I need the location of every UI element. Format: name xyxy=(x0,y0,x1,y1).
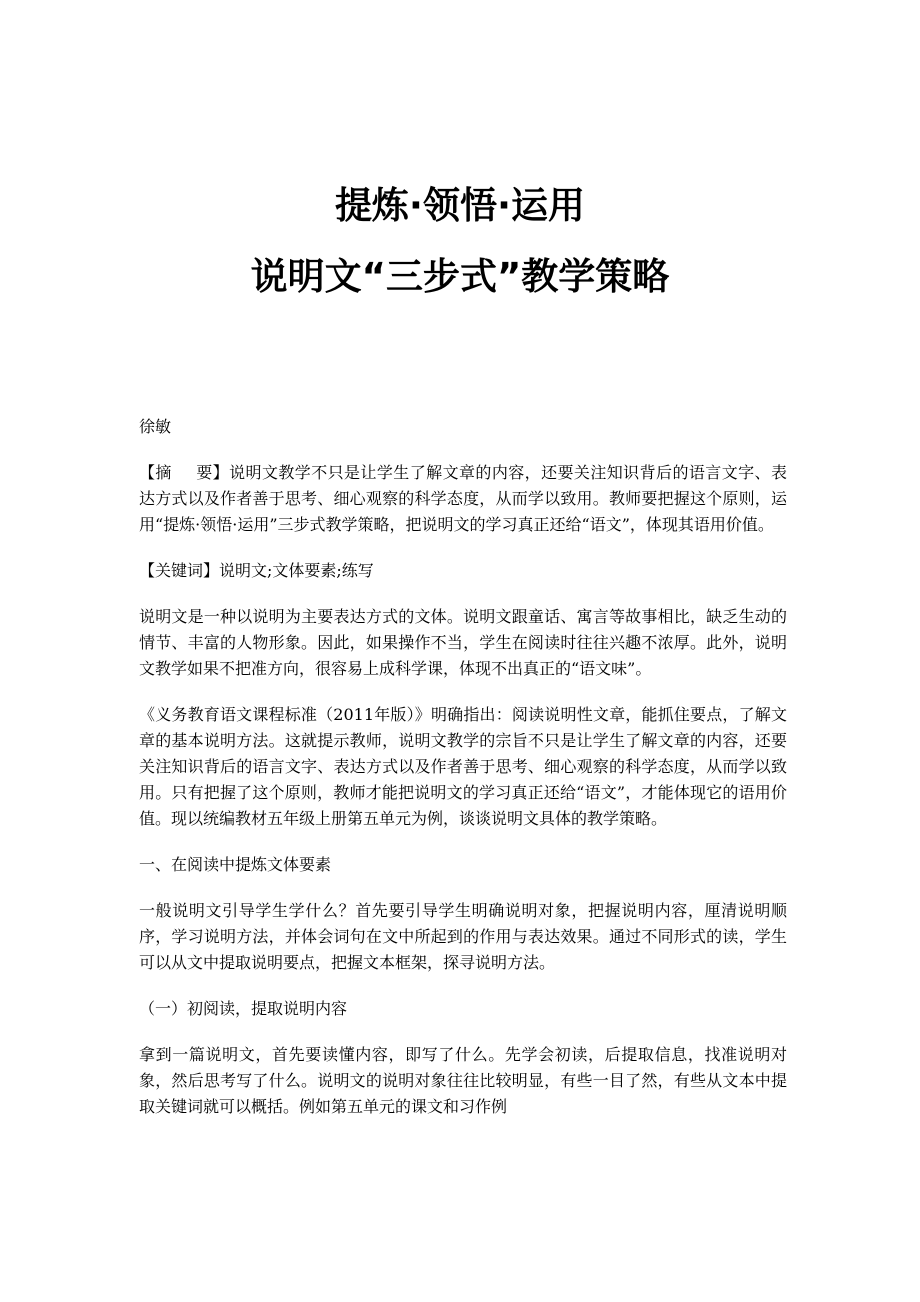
abstract-text: 说明文教学不只是让学生了解文章的内容，还要关注知识背后的语言文字、表达方式以及作者善于思考、细心观察的科学态度，从而学以致用。教师要把握这个原则，运用“提炼·领悟·运用”三步式教学策略，把说明文的学习真正还给“语文”，体现其语用价值。 xyxy=(139,463,787,534)
paragraph-subsection-1: 拿到一篇说明文，首先要读懂内容，即写了什么。先学会初读，后提取信息，找准说明对象，然后思考写了什么。说明文的说明对象往往比较明显，有些一目了然，有些从文本中提取关键词就可以概括。例如第五单元的课文和习作例 xyxy=(139,1045,787,1116)
paragraph-intro: 说明文是一种以说明为主要表达方式的文体。说明文跟童话、寓言等故事相比，缺乏生动的情节、丰富的人物形象。因此，如果操作不当，学生在阅读时往往兴趣不浓厚。此外，说明文教学如果不把准方向，很容易上成科学课，体现不出真正的“语文味”。 xyxy=(139,607,787,678)
abstract xyxy=(139,460,787,538)
document-body xyxy=(139,414,787,1140)
keywords-text: 说明文;文体要素;练写 xyxy=(219,561,374,580)
abstract-label-open: 【摘 xyxy=(139,463,172,482)
keywords-label: 【关键词】 xyxy=(139,561,220,580)
title-line-2: 说明文“三步式”教学策略 xyxy=(250,255,670,298)
abstract-label-close: 要】 xyxy=(195,463,230,482)
keywords xyxy=(139,558,787,584)
subsection-heading-1: （一）初阅读，提取说明内容 xyxy=(139,999,348,1018)
title-line-1: 提炼·领悟·运用 xyxy=(334,184,586,227)
author: 徐敏 xyxy=(139,417,172,436)
paragraph-section-1: 一般说明文引导学生学什么？首先要引导学生明确说明对象，把握说明内容，厘清说明顺序，学习说明方法，并体会词句在文中所起到的作用与表达效果。通过不同形式的读，学生可以从文中提取说明要点，把握文本框架，探寻说明方法。 xyxy=(139,901,787,972)
paragraph-standard: 《义务教育语文课程标准（2011年版）》明确指出：阅读说明性文章，能抓住要点，了解文章的基本说明方法。这就提示教师，说明文教学的宗旨不只是让学生了解文章的内容，还要关注知识背后的语言文字、表达方式以及作者善于思考、细心观察的科学态度，从而学以致用。只有把握了这个原则，教师才能把说明文的学习真正还给“语文”，才能体现它的语用价值。现以统编教材五年级上册第五单元为例，谈谈说明文具体的教学策略。 xyxy=(139,705,787,828)
section-heading-1: 一、在阅读中提炼文体要素 xyxy=(139,855,332,874)
